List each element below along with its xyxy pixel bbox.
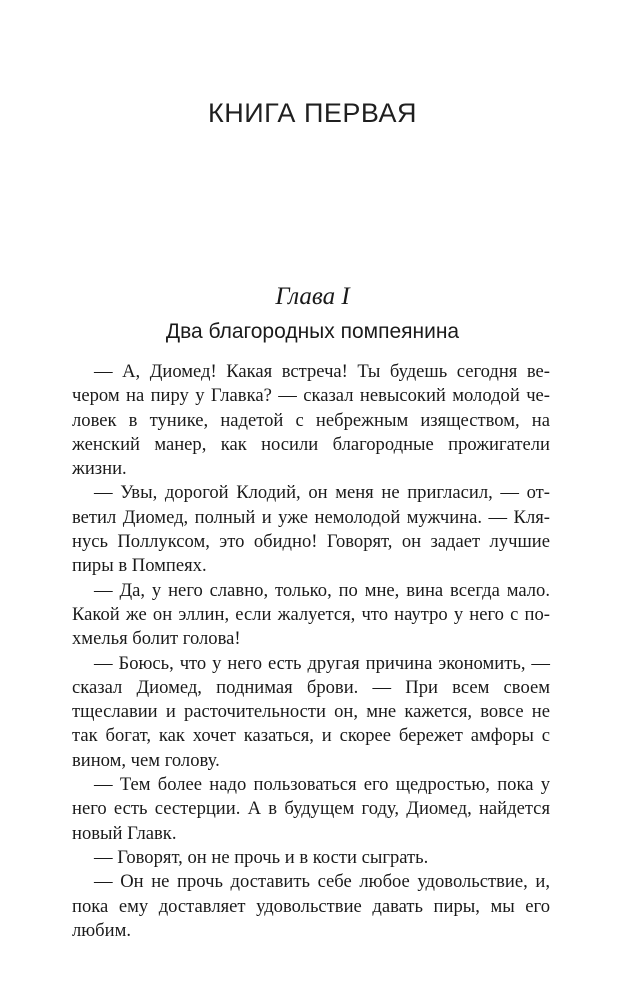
chapter-text [72, 360, 550, 943]
chapter-title: Два благородных помпеянина [165, 320, 460, 343]
paragraph: — Боюсь, что у него есть другая причина экономить, — сказал Диомед, поднимая брови. — При всем своем тщеславии и расточительности он, мне кажется, вовсе не так богат, как хочет казаться, и скорее бережет амфоры с вином, чем голову. [72, 652, 550, 771]
book-title: КНИГА ПЕРВАЯ [207, 98, 417, 128]
paragraph: — Говорят, он не прочь и в кости сыграть. [94, 846, 429, 868]
paragraph: — Да, у него славно, только, по мне, вина всегда мало. Какой же он эллин, если жалуется, что наутро у него с похмелья болит голова! [72, 579, 550, 650]
paragraph: — Он не прочь доставить себе любое удовольствие, и, пока ему доставляет удовольствие давать пиры, мы его любим. [72, 871, 550, 941]
paragraph: — Тем более надо пользоваться его щедростью, пока у него есть сестерции. А в будущем году, Диомед, найдется новый Главк. [72, 774, 550, 844]
paragraph: — А, Диомед! Какая встреча! Ты будешь сегодня вечером на пиру у Главка? — сказал невысокий молодой человек в тунике, надетой с небрежным изяществом, на женский манер, как носили благородные прожигатели жизни. [72, 361, 550, 480]
paragraph: — Увы, дорогой Клодий, он меня не пригласил, — ответил Диомед, полный и уже немолодой мужчина. — Клянусь Поллуксом, это обидно! Говорят, он задает лучшие пиры в Помпеях. [72, 482, 550, 577]
chapter-number: Глава I [275, 283, 350, 310]
